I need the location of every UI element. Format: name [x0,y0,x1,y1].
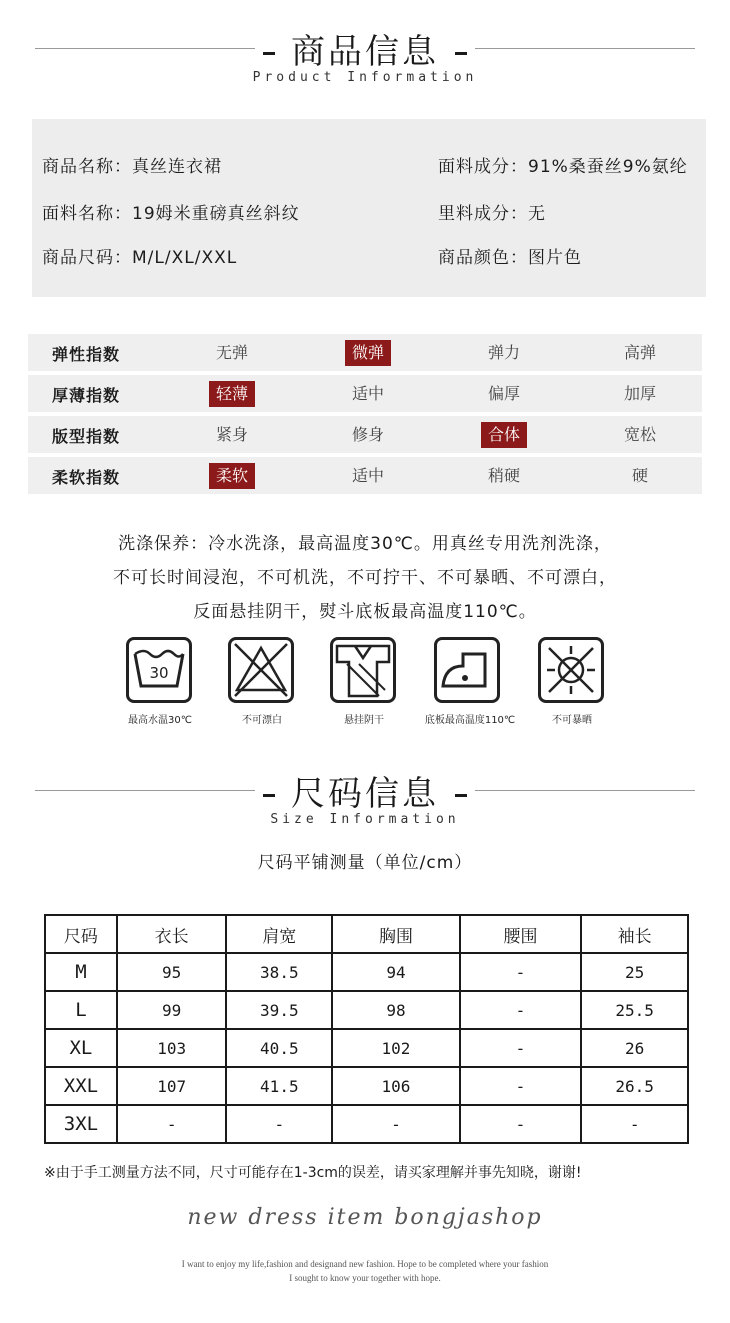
fabric-name: 面料名称：19姆米重磅真丝斜纹 [42,204,300,224]
product-info-panel [32,119,706,297]
index-option: 偏厚 [487,384,520,403]
index-label: 柔软指数 [52,468,121,487]
index-option: 弹力 [487,343,520,362]
section-subtitle: Size Information [270,812,460,827]
measurement-note: ※由于手工测量方法不同，尺寸可能存在1-3cm的误差，请买家理解并事先知晓，谢谢! [44,1165,582,1181]
product-name: 商品名称：真丝连衣裙 [42,157,222,177]
index-option: 无弹 [215,343,248,362]
index-option-selected: 轻薄 [209,381,255,407]
table-cell: XL [45,1029,117,1067]
size-caption: 尺码平铺测量（单位/cm） [257,853,473,873]
hang-dry-shade-icon [330,637,396,703]
table-cell: 26 [581,1029,688,1067]
index-label: 弹性指数 [52,345,121,364]
index-row-thickness [28,375,702,412]
table-cell: 103 [117,1029,227,1067]
table-cell: M [45,953,117,991]
table-cell: 39.5 [226,991,332,1029]
no-sun-icon [538,637,604,703]
table-cell: - [581,1105,688,1143]
table-row [45,1105,688,1143]
table-cell: - [460,1029,582,1067]
table-cell: 94 [332,953,460,991]
col-header: 腰围 [460,915,582,953]
table-cell: 98 [332,991,460,1029]
table-cell: 25 [581,953,688,991]
product-color: 商品颜色：图片色 [438,248,582,268]
section-title: 尺码信息 [0,766,730,815]
index-option-selected: 微弹 [345,340,391,366]
wash-30-label: 最高水温30℃ [128,715,192,726]
table-cell: 95 [117,953,227,991]
index-option: 高弹 [623,343,656,362]
section-title: 商品信息 [0,24,730,73]
index-row-fit [28,416,702,453]
table-cell: - [460,1067,582,1105]
col-header: 胸围 [332,915,460,953]
fabric-content: 面料成分：91%桑蚕丝9%氨纶 [438,157,688,177]
col-header: 尺码 [45,915,117,953]
index-option: 稍硬 [487,466,520,485]
index-label: 厚薄指数 [52,386,121,405]
table-cell: L [45,991,117,1029]
table-row [45,1067,688,1105]
table-cell: - [460,991,582,1029]
index-option-selected: 柔软 [209,463,255,489]
index-option: 适中 [351,384,384,403]
table-cell: 107 [117,1067,227,1105]
col-header: 袖长 [581,915,688,953]
no-sun-label: 不可暴晒 [552,715,592,726]
no-bleach-icon [228,637,294,703]
care-line-3: 反面悬挂阴干，熨斗底板最高温度110℃。 [193,602,537,622]
table-row [45,953,688,991]
table-cell: 40.5 [226,1029,332,1067]
table-cell: 102 [332,1029,460,1067]
iron-label: 底板最高温度110℃ [424,715,516,726]
care-line-1: 洗涤保养：冷水洗涤，最高温度30℃。用真丝专用洗剂洗涤， [118,534,612,554]
table-cell: 25.5 [581,991,688,1029]
footer-tagline-2: I sought to know your together with hope. [289,1273,441,1283]
index-option: 硬 [631,466,648,485]
iron-medium-icon [434,637,500,703]
wash-temp-text: 30 [149,664,169,682]
table-cell: - [226,1105,332,1143]
index-label: 版型指数 [52,427,121,446]
table-row [45,991,688,1029]
care-line-2: 不可长时间浸泡，不可机洗，不可拧干、不可暴晒、不可漂白， [113,568,617,588]
lining-content: 里料成分：无 [438,204,546,224]
index-option: 宽松 [623,425,656,444]
footer-tagline-1: I want to enjoy my life,fashion and designand new fashion. Hope to be completed where your fashion [181,1259,549,1269]
table-cell: - [460,953,582,991]
footer-script-signature: new dress item bongjashop [187,1205,543,1230]
index-option: 修身 [351,425,384,444]
table-cell: 26.5 [581,1067,688,1105]
col-header: 衣长 [117,915,227,953]
table-cell: 41.5 [226,1067,332,1105]
size-table [44,914,689,1144]
table-cell: - [460,1105,582,1143]
col-header: 肩宽 [226,915,332,953]
wash-30-icon [126,637,192,703]
table-cell: 38.5 [226,953,332,991]
table-cell: 99 [117,991,227,1029]
table-cell: XXL [45,1067,117,1105]
table-cell: 106 [332,1067,460,1105]
hang-dry-label: 悬挂阴干 [344,715,384,726]
fabric-index-table [28,334,702,498]
index-option: 适中 [351,466,384,485]
index-row-softness [28,457,702,494]
table-cell: - [332,1105,460,1143]
table-row [45,1029,688,1067]
table-cell: - [117,1105,227,1143]
table-cell: 3XL [45,1105,117,1143]
index-option: 加厚 [623,384,656,403]
index-option-selected: 合体 [481,422,527,448]
index-row-elasticity [28,334,702,371]
section-subtitle: Product Information [252,70,478,85]
size-table-header [45,915,688,953]
product-sizes: 商品尺码：M/L/XL/XXL [42,248,238,268]
no-bleach-label: 不可漂白 [242,715,282,726]
index-option: 紧身 [215,425,248,444]
